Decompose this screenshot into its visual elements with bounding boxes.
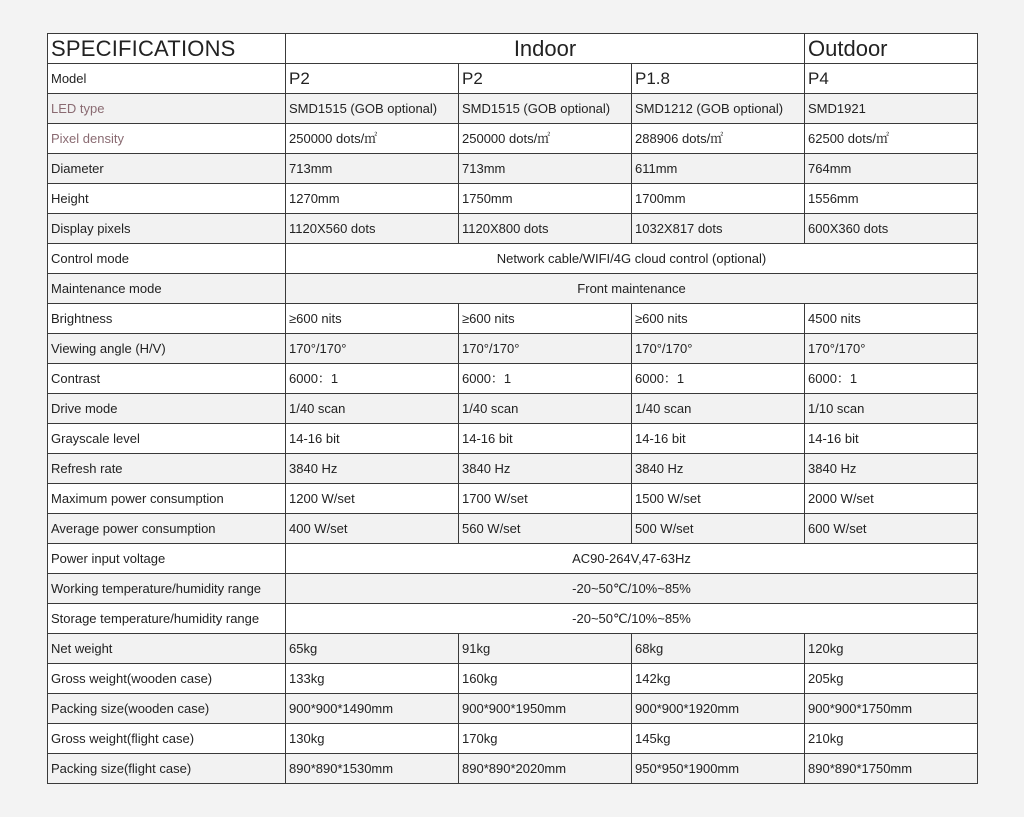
value-cell: 900*900*1920mm [632,694,805,724]
table-row [48,724,978,754]
value-cell: 1120X560 dots [286,214,459,244]
row-label: Grayscale level [48,424,286,454]
value-cell: ≥600 nits [632,304,805,334]
header-row [48,34,978,64]
value-cell: 890*890*1530mm [286,754,459,784]
table-row [48,754,978,784]
model-value: P2 [286,64,459,94]
value-cell: 600 W/set [805,514,978,544]
table-row [48,694,978,724]
value-cell: 130kg [286,724,459,754]
row-label: Model [48,64,286,94]
value-cell: 14-16 bit [459,424,632,454]
table-row [48,514,978,544]
table-row [48,544,978,574]
value-cell: 68kg [632,634,805,664]
row-label: Refresh rate [48,454,286,484]
specifications-table [47,33,978,784]
group-header-outdoor: Outdoor [805,34,978,64]
value-cell: 400 W/set [286,514,459,544]
merged-value-cell: Network cable/WIFI/4G cloud control (optional) [286,244,978,274]
row-label: Power input voltage [48,544,286,574]
value-cell: SMD1515 (GOB optional) [286,94,459,124]
row-label: Control mode [48,244,286,274]
value-cell: 1/10 scan [805,394,978,424]
table-row [48,124,978,154]
value-cell: 142kg [632,664,805,694]
value-cell: 4500 nits [805,304,978,334]
table-row [48,244,978,274]
value-cell: 1200 W/set [286,484,459,514]
row-label: Diameter [48,154,286,184]
value-cell: 6000：1 [805,364,978,394]
value-cell: 1/40 scan [286,394,459,424]
row-label: Working temperature/humidity range [48,574,286,604]
value-cell: 65kg [286,634,459,664]
table-row [48,304,978,334]
value-cell: 133kg [286,664,459,694]
table-row [48,364,978,394]
table-row [48,334,978,364]
value-cell: 900*900*1950mm [459,694,632,724]
value-cell: 6000：1 [459,364,632,394]
value-cell: 890*890*1750mm [805,754,978,784]
row-label: Viewing angle (H/V) [48,334,286,364]
value-cell: 1500 W/set [632,484,805,514]
value-cell: 170°/170° [286,334,459,364]
value-cell: 6000：1 [286,364,459,394]
table-row [48,154,978,184]
model-row [48,64,978,94]
table-row [48,454,978,484]
table-row [48,214,978,244]
value-cell: 145kg [632,724,805,754]
value-cell: 1556mm [805,184,978,214]
value-cell: 1032X817 dots [632,214,805,244]
row-label: Gross weight(flight case) [48,724,286,754]
value-cell: 288906 dots/㎡ [632,124,805,154]
row-label: Storage temperature/humidity range [48,604,286,634]
row-label: Packing size(flight case) [48,754,286,784]
table-row [48,424,978,454]
value-cell: 3840 Hz [459,454,632,484]
value-cell: 900*900*1750mm [805,694,978,724]
model-value: P2 [459,64,632,94]
value-cell: 560 W/set [459,514,632,544]
value-cell: 890*890*2020mm [459,754,632,784]
row-label: Net weight [48,634,286,664]
value-cell: 210kg [805,724,978,754]
value-cell: 1120X800 dots [459,214,632,244]
table-row [48,94,978,124]
value-cell: 2000 W/set [805,484,978,514]
row-label: Pixel density [48,124,286,154]
value-cell: 1750mm [459,184,632,214]
row-label: Brightness [48,304,286,334]
value-cell: 1270mm [286,184,459,214]
row-label: Contrast [48,364,286,394]
value-cell: 611mm [632,154,805,184]
value-cell: ≥600 nits [459,304,632,334]
table-row [48,484,978,514]
merged-value-cell: Front maintenance [286,274,978,304]
value-cell: 250000 dots/㎡ [459,124,632,154]
value-cell: 1700mm [632,184,805,214]
value-cell: 3840 Hz [632,454,805,484]
value-cell: 170°/170° [805,334,978,364]
row-label: Maintenance mode [48,274,286,304]
merged-value-cell: -20~50℃/10%~85% [286,574,978,604]
table-row [48,274,978,304]
table-row [48,604,978,634]
row-label: Drive mode [48,394,286,424]
merged-value-cell: AC90-264V,47-63Hz [286,544,978,574]
value-cell: 91kg [459,634,632,664]
value-cell: 170°/170° [459,334,632,364]
value-cell: 3840 Hz [286,454,459,484]
table-row [48,664,978,694]
value-cell: 950*950*1900mm [632,754,805,784]
value-cell: 500 W/set [632,514,805,544]
row-label: Gross weight(wooden case) [48,664,286,694]
value-cell: 1/40 scan [632,394,805,424]
row-label: Height [48,184,286,214]
value-cell: SMD1212 (GOB optional) [632,94,805,124]
merged-value-cell: -20~50℃/10%~85% [286,604,978,634]
row-label: Maximum power consumption [48,484,286,514]
value-cell: 713mm [459,154,632,184]
value-cell: SMD1921 [805,94,978,124]
value-cell: 62500 dots/㎡ [805,124,978,154]
value-cell: 713mm [286,154,459,184]
value-cell: 250000 dots/㎡ [286,124,459,154]
value-cell: 600X360 dots [805,214,978,244]
value-cell: 900*900*1490mm [286,694,459,724]
value-cell: 120kg [805,634,978,664]
row-label: Display pixels [48,214,286,244]
value-cell: SMD1515 (GOB optional) [459,94,632,124]
table-row [48,394,978,424]
value-cell: 6000：1 [632,364,805,394]
row-label: Average power consumption [48,514,286,544]
row-label: Packing size(wooden case) [48,694,286,724]
value-cell: 205kg [805,664,978,694]
value-cell: 1/40 scan [459,394,632,424]
table-row [48,634,978,664]
value-cell: 1700 W/set [459,484,632,514]
value-cell: 3840 Hz [805,454,978,484]
model-value: P4 [805,64,978,94]
value-cell: 14-16 bit [632,424,805,454]
table-title: SPECIFICATIONS [48,34,286,64]
value-cell: 170°/170° [632,334,805,364]
value-cell: ≥600 nits [286,304,459,334]
row-label: LED type [48,94,286,124]
group-header-indoor: Indoor [286,34,805,64]
value-cell: 170kg [459,724,632,754]
value-cell: 14-16 bit [805,424,978,454]
value-cell: 14-16 bit [286,424,459,454]
model-value: P1.8 [632,64,805,94]
value-cell: 764mm [805,154,978,184]
table-row [48,184,978,214]
table-row [48,574,978,604]
value-cell: 160kg [459,664,632,694]
